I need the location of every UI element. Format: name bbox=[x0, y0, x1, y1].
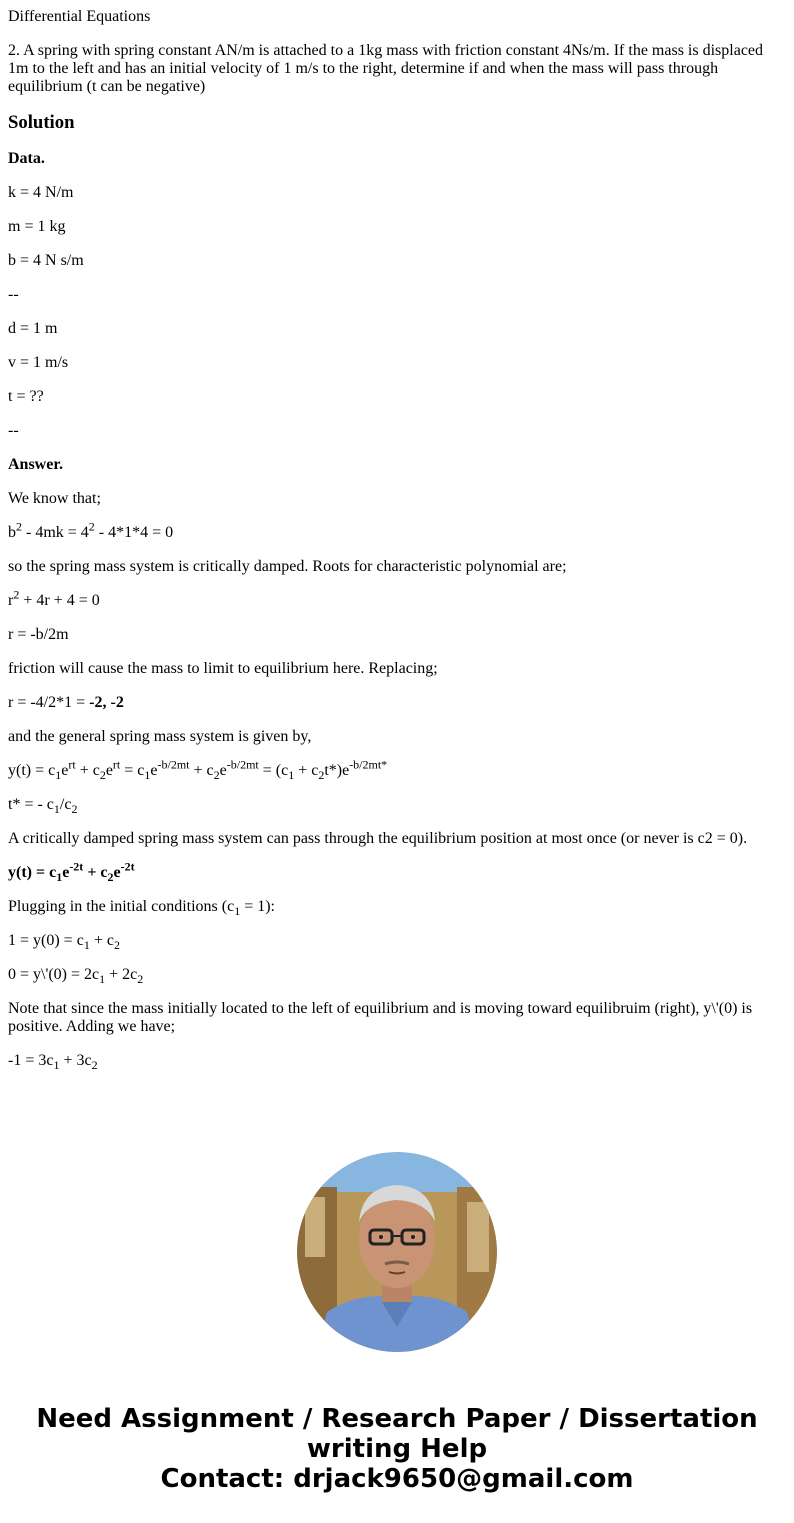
note-text: Note that since the mass initially located to the left of equilibrium and is moving toward equilibruim (right), y\'(0) is positive. Adding we have; bbox=[8, 1000, 753, 1035]
characteristic-equation: $r^2 + 4r + 4 = 0$ bbox=[8, 587, 100, 609]
critically-damped-text: so the spring mass system is critically damped. Roots for characteristic polynomial are; bbox=[8, 558, 567, 575]
m-line: m = 1 kg bbox=[8, 218, 66, 235]
sum-equation: $-1 = 3c_1 + 3c_2$ bbox=[8, 1052, 98, 1073]
question-text: 2. A spring with spring constant AN/m is attached to a 1kg mass with friction constant 4Ns/m. If the mass is displaced 1m to the left and has an initial velocity of 1 m/s to the right, determine if and when the mass will pass through equilibrium (t can be negative) bbox=[8, 42, 764, 95]
r-value-bold: -2, -2 bbox=[89, 694, 124, 711]
promo-contact[interactable]: Contact: drjack9650@gmail.com bbox=[160, 1464, 634, 1494]
d-line: d = 1 m bbox=[8, 320, 58, 337]
promo-line-2: writing Help bbox=[306, 1434, 488, 1464]
r-formula: r = -b/2m bbox=[8, 626, 69, 643]
solution-heading: Solution bbox=[8, 112, 75, 133]
r-value-line bbox=[8, 694, 786, 712]
promo-text bbox=[0, 1404, 794, 1494]
general-text: and the general spring mass system is given by, bbox=[8, 728, 312, 745]
subject-line: Differential Equations bbox=[8, 8, 151, 25]
initial-position-equation: $1 = y(0) = c_1 + c_2$ bbox=[8, 932, 120, 953]
k-line: k = 4 N/m bbox=[8, 184, 74, 201]
footer bbox=[0, 1152, 794, 1494]
data-heading: Data. bbox=[8, 150, 45, 167]
we-know-text: We know that; bbox=[8, 490, 101, 507]
author-portrait-icon bbox=[297, 1152, 497, 1352]
pass-text: A critically damped spring mass system can pass through the equilibrium position at most once (or never is c2 = 0). bbox=[8, 830, 748, 847]
solution-form-equation: $y(t) = c_1e^{-2t} + c_2e^{-2t}$ bbox=[8, 859, 135, 885]
b-line: b = 4 N s/m bbox=[8, 252, 84, 269]
t-line: t = ?? bbox=[8, 388, 44, 405]
v-line: v = 1 m/s bbox=[8, 354, 69, 371]
initial-conditions-text: Plugging in the initial conditions $(c_1 = 1)$: bbox=[8, 898, 275, 919]
promo-line-1: Need Assignment / Research Paper / Dissertation bbox=[36, 1404, 758, 1434]
general-solution-equation: $y(t) = c_1e^{rt} + c_2e^{rt} = c_1e^{-b/2mt} + c_2e^{-b/2mt} = (c_1 + c_2t*)e^{-b/2mt*}$ bbox=[8, 757, 388, 783]
author-photo bbox=[297, 1152, 497, 1352]
answer-heading: Answer. bbox=[8, 456, 63, 473]
r-value-prefix: r = -4/2*1 = bbox=[8, 694, 90, 711]
t-star-equation: t* = - $c_1/c_2$ bbox=[8, 796, 78, 817]
initial-velocity-equation: 0 = y\'(0) = $2c_1 + 2c_2$ bbox=[8, 966, 144, 987]
separator-2: -- bbox=[8, 422, 19, 439]
separator-1: -- bbox=[8, 286, 19, 303]
friction-text: friction will cause the mass to limit to equilibrium here. Replacing; bbox=[8, 660, 438, 677]
discriminant-equation: $b^2 - 4mk = 4^2 - 4*1*4 = 0$ bbox=[8, 519, 174, 541]
